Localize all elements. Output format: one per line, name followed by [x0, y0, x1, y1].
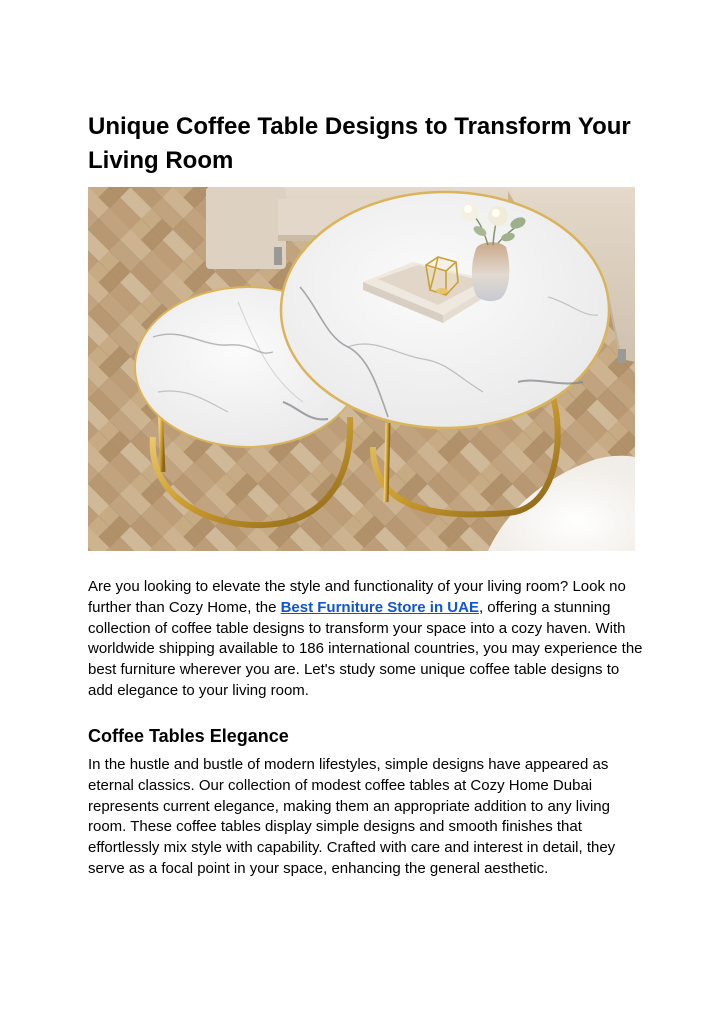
section-heading: Coffee Tables Elegance — [88, 726, 289, 746]
intro-text-after: , offering a stunning collection of coffee table designs to transform your space into a cozy haven. With worldwide shipping available to 186 international countries, you may experience the best furniture wherever you are. Let's study some unique coffee table designs to add elegance to your living room. — [88, 598, 643, 699]
page-title: Unique Coffee Table Designs to Transform Your Living Room — [88, 113, 631, 174]
intro-paragraph — [88, 577, 648, 702]
coffee-table-photo-icon — [88, 187, 635, 551]
hero-image — [88, 187, 635, 551]
intro-text-before: Are you looking to elevate the style and functionality of your living room? Look no further than Cozy Home, the — [88, 578, 626, 616]
section-paragraph: In the hustle and bustle of modern lifestyles, simple designs have appeared as eternal classics. Our collection of modest coffee tables at Cozy Home Dubai represents current elegance, making them an appropriate addition to any living room. These coffee tables display simple designs and smooth finishes that effortlessly mix style with capability. Crafted with care and interest in detail, they serve as a focal point in your space, enhancing the general aesthetic. — [88, 756, 616, 877]
best-furniture-store-link[interactable]: Best Furniture Store in UAE — [280, 598, 479, 616]
